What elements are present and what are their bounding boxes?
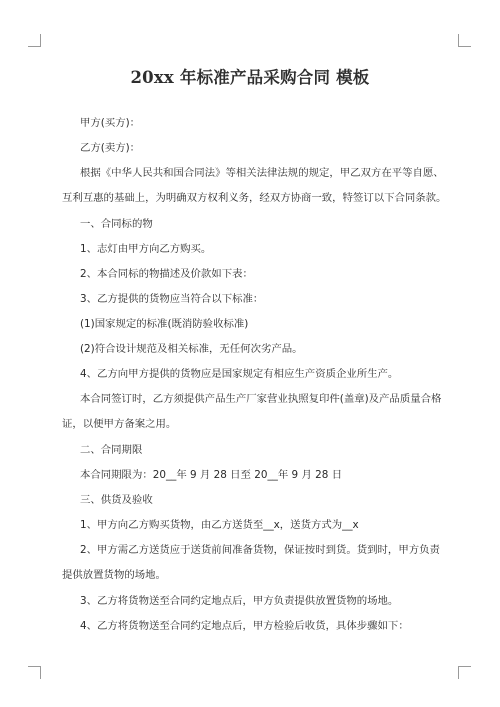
signing-requirement-line-1: 本合同签订时，乙方须提供产品生产厂家营业执照复印件(盖章)及产品质量合格 <box>80 393 442 405</box>
clause-1-4: 4、乙方向甲方提供的货物应是国家规定有相应生产资质企业所生产。 <box>80 368 399 380</box>
section-heading-subject: 一、合同标的物 <box>80 218 153 230</box>
clause-1-3: 3、乙方提供的货物应当符合以下标准： <box>80 293 264 305</box>
clause-1-1: 1、志灯由甲方向乙方购买。 <box>80 243 212 255</box>
section-heading-term: 二、合同期限 <box>80 444 143 456</box>
section-heading-delivery: 三、供货及验收 <box>80 494 153 506</box>
clause-3-2-line-2: 提供放置货物的场地。 <box>62 569 166 581</box>
clause-1-3-item-1: (1)国家规定的标准(既消防验收标准) <box>80 318 249 330</box>
crop-mark-top-left <box>28 34 41 47</box>
preamble-line-2: 互利互惠的基础上，为明确双方权利义务，经双方协商一致，特签订以下合同条款。 <box>62 192 447 204</box>
clause-1-2: 2、本合同标的物描述及价款如下表： <box>80 268 253 280</box>
crop-mark-top-right <box>458 34 471 47</box>
contract-term-line: 本合同期限为：20__年 9 月 28 日至 20__年 9 月 28 日 <box>80 469 343 481</box>
signing-requirement-line-2: 证，以便甲方备案之用。 <box>62 418 177 430</box>
party-a-line: 甲方(买方)： <box>80 117 141 129</box>
clause-3-2-line-1: 2、甲方需乙方送货应于送货前间准备货物，保证按时到货。货到时，甲方负责 <box>80 544 440 556</box>
crop-mark-bottom-right <box>458 666 471 679</box>
preamble-line-1: 根据《中华人民共和国合同法》等相关法律法规的规定，甲乙双方在平等自愿、 <box>80 167 444 179</box>
crop-mark-bottom-left <box>28 666 41 679</box>
clause-1-3-item-2: (2)符合设计规范及相关标准，无任何次劣产品。 <box>80 343 303 355</box>
clause-3-4: 4、乙方将货物送至合同约定地点后，甲方检验后收货，具体步骤如下： <box>80 620 409 632</box>
document-title: 20xx 年标准产品采购合同 模板 <box>130 68 370 87</box>
clause-3-3: 3、乙方将货物送至合同约定地点后，甲方负责提供放置货物的场地。 <box>80 595 399 607</box>
clause-3-1: 1、甲方向乙方购买货物，由乙方送货至__x，送货方式为__x <box>80 519 359 531</box>
party-b-line: 乙方(卖方)： <box>80 142 141 154</box>
